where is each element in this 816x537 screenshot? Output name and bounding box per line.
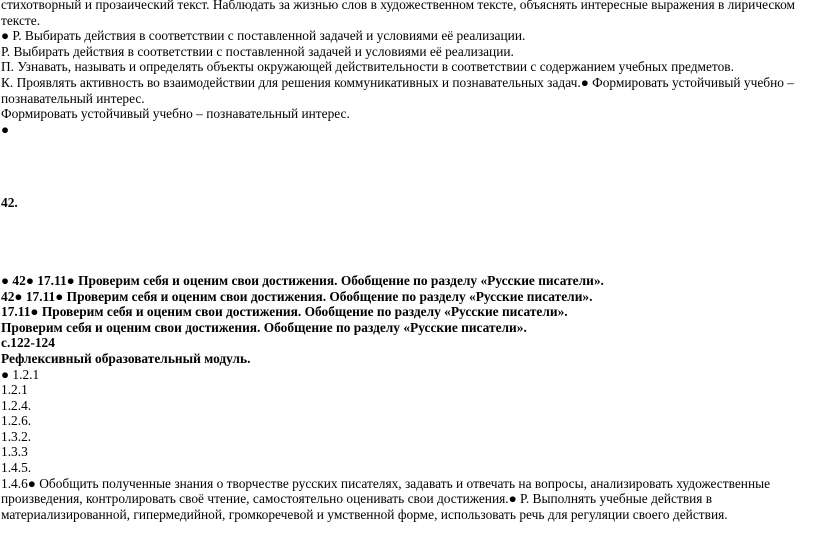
paragraph-regulative: Р. Выбирать действия в соответствии с поставленной задачей и условиями её реализации. (1, 43, 514, 59)
code-item: 1.2.6. (1, 413, 32, 429)
lesson-title-1: ● 42● 17.11● Проверим себя и оценим свои достижения. Обобщение по разделу «Русские писатели». (1, 272, 604, 288)
lesson-number: 42. (1, 195, 18, 211)
code-item: 1.3.3 (1, 444, 28, 460)
code-item: 1.3.2. (1, 428, 32, 444)
paragraph-regulative-bullet: ● Р. Выбирать действия в соответствии с поставленной задачей и условиями её реализации. (1, 28, 526, 44)
paragraph-summary: 1.4.6● Обобщить полученные знания о творчестве русских писателях, задавать и отвечать на вопросы, анализировать художественные произведения, контролировать своё чтение, самостоятельно оценивать свои достижения.● Р. Выполнять учебные действия в материализированной, гипермедийной, громкоречевой и умственной форме, использовать речь для регуляции своего действия. (1, 475, 771, 522)
lesson-title-2: 42● 17.11● Проверим себя и оценим свои достижения. Обобщение по разделу «Русские писатели». (1, 288, 593, 304)
code-item: 1.2.4. (1, 397, 32, 413)
module-type: Рефлексивный образовательный модуль. (1, 350, 251, 366)
paragraph-intro: стихотворный и прозаический текст. Наблюдать за жизнью слов в художественном тексте, объяснять интересные выражения в лирическом тексте. (1, 0, 796, 28)
page-range: с.122-124 (1, 335, 55, 351)
spacer (1, 137, 807, 195)
code-item: 1.4.5. (1, 460, 32, 476)
paragraph-communicative: К. Проявлять активность во взаимодействии для решения коммуникативных и познавательных задач.● Формировать устойчивый учебно – познавательный интерес. (1, 74, 794, 106)
document-page (1, 0, 807, 522)
paragraph-personal: Формировать устойчивый учебно – познавательный интерес. (1, 106, 350, 122)
lesson-title-4: Проверим себя и оценим свои достижения. Обобщение по разделу «Русские писатели». (1, 319, 527, 335)
lesson-title-3: 17.11● Проверим себя и оценим свои достижения. Обобщение по разделу «Русские писатели». (1, 304, 568, 320)
code-item: 1.2.1 (1, 382, 28, 398)
spacer (1, 211, 807, 273)
paragraph-cognitive: П. Узнавать, называть и определять объекты окружающей действительности в соответствии с содержанием учебных предметов. (1, 59, 734, 75)
code-item: ● 1.2.1 (1, 366, 40, 382)
bullet-marker: ● (1, 121, 10, 137)
